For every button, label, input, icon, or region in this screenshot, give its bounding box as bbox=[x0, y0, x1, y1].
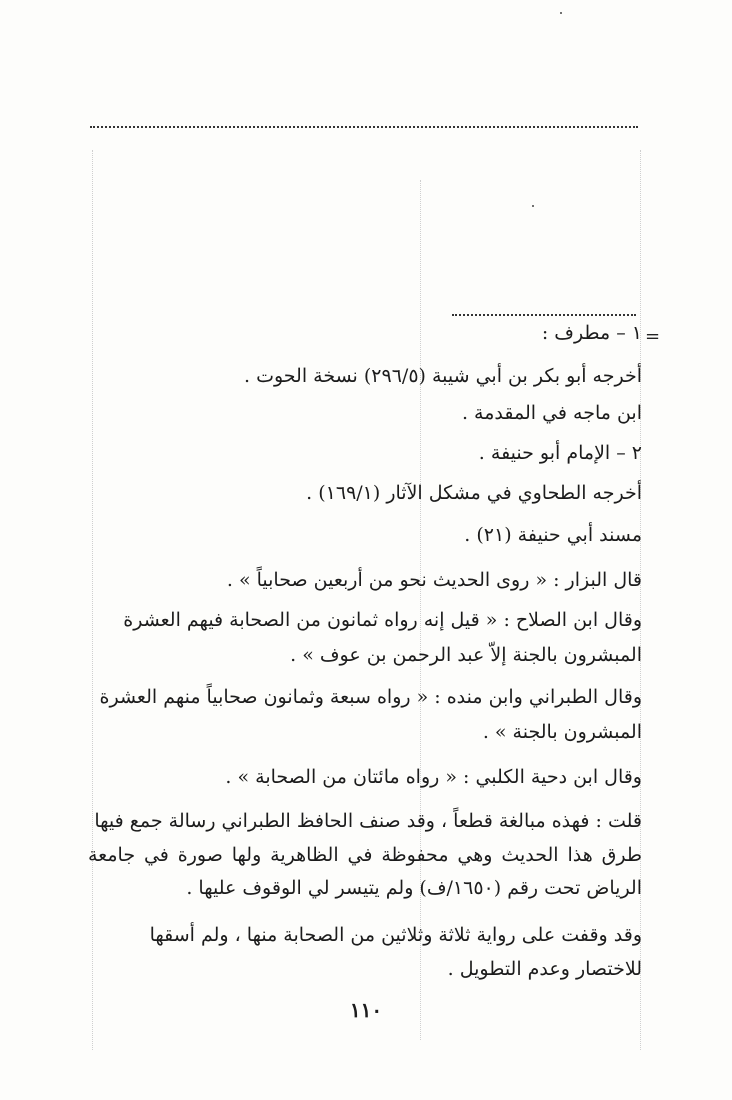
show-through-line bbox=[640, 150, 642, 1050]
text-line: وقد وقفت على رواية ثلاثة وثلاثين من الصحابة منها ، ولم أسقها bbox=[149, 924, 642, 946]
text-line: قال البزار : « روى الحديث نحو من أربعين صحابياً » . bbox=[226, 569, 642, 591]
text-line: الرياض تحت رقم (١٦٥٠/ف) ولم يتيسر لي الوقوف عليها . bbox=[186, 877, 642, 899]
text-line: وقال ابن الصلاح : « قيل إنه رواه ثمانون من الصحابة فيهم العشرة bbox=[123, 609, 642, 631]
margin-mark: = bbox=[645, 326, 661, 347]
text-line: ١ – مطرف : bbox=[541, 322, 642, 344]
text-line: للاختصار وعدم التطويل . bbox=[447, 958, 642, 980]
text-line: أخرجه الطحاوي في مشكل الآثار (١٦٩/١) . bbox=[306, 482, 642, 504]
page-number: ١١٠ bbox=[349, 998, 383, 1022]
text-line: المبشرون بالجنة إلاّ عبد الرحمن بن عوف » . bbox=[290, 644, 642, 666]
show-through-line bbox=[92, 150, 94, 1050]
text-line: وقال ابن دحية الكلبي : « رواه مائتان من الصحابة » . bbox=[225, 766, 642, 788]
text-line: قلت : فهذه مبالغة قطعاً ، وقد صنف الحافظ الطبراني رسالة جمع فيها bbox=[94, 810, 642, 832]
speck bbox=[560, 12, 562, 14]
header-dotted-rule bbox=[90, 126, 638, 128]
text-line: المبشرون بالجنة » . bbox=[482, 721, 642, 743]
text-line: ٢ – الإمام أبو حنيفة . bbox=[478, 442, 642, 464]
section-dotted-rule bbox=[452, 314, 636, 316]
text-line: وقال الطبراني وابن منده : « رواه سبعة وثمانون صحابياً منهم العشرة bbox=[99, 686, 642, 708]
speck bbox=[532, 205, 534, 207]
text-line: مسند أبي حنيفة (٢١) . bbox=[464, 524, 642, 546]
text-line: أخرجه أبو بكر بن أبي شيبة (٢٩٦/٥) نسخة الحوت . bbox=[244, 365, 642, 387]
text-line: طرق هذا الحديث وهي محفوظة في الظاهرية ولها صورة في جامعة bbox=[88, 844, 642, 866]
text-line: ابن ماجه في المقدمة . bbox=[461, 402, 642, 424]
